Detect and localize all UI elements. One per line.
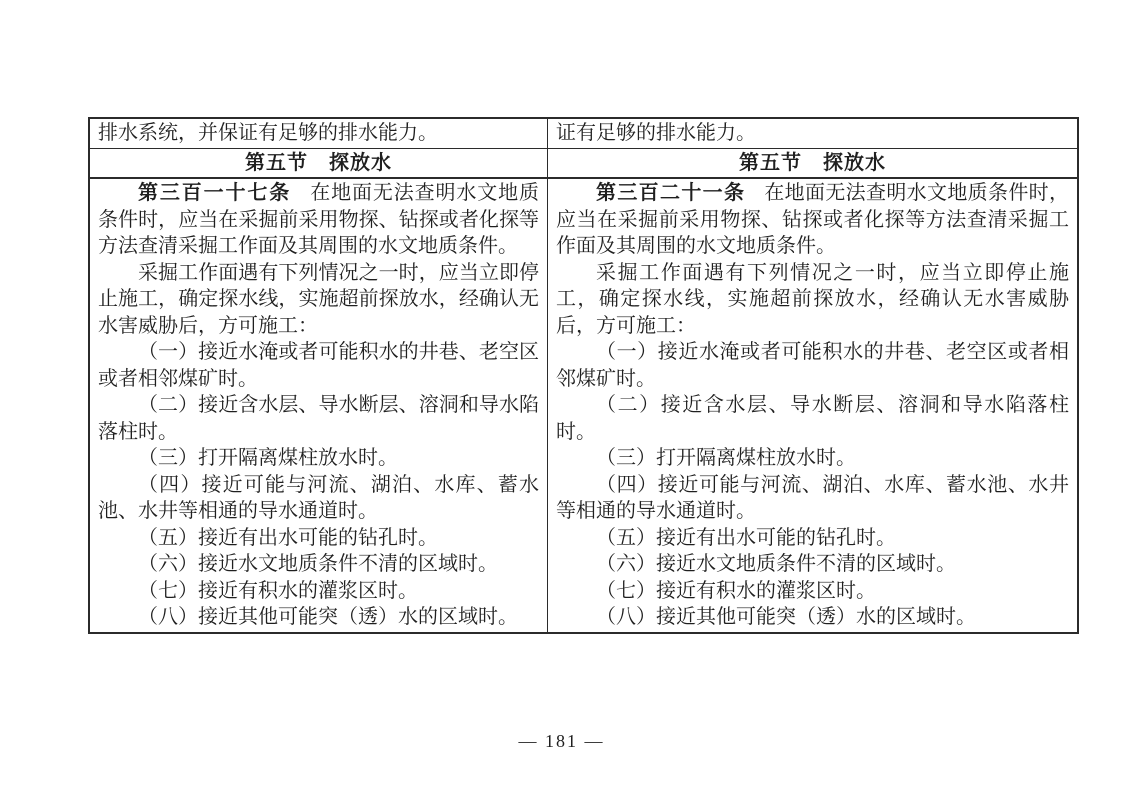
article-opening [98, 180, 539, 260]
article-paragraph: （八）接近其他可能突（透）水的区域时。 [596, 606, 976, 628]
article-paragraph: （一）接近水淹或者可能积水的井巷、老空区或者相邻煤矿时。 [98, 341, 539, 390]
article-paragraph: （四）接近可能与河流、湖泊、水库、蓄水池、水井等相通的导水通道时。 [556, 473, 1069, 522]
article-paragraph: （四）接近可能与河流、湖泊、水库、蓄水池、水井等相通的导水通道时。 [98, 473, 539, 522]
article-number: 第三百一十七条 [138, 182, 292, 204]
article-paragraph: （六）接近水文地质条件不清的区域时。 [138, 553, 498, 575]
article-paragraph: 采掘工作面遇有下列情况之一时，应当立即停止施工，确定探水线，实施超前探放水，经确认无水害威胁后，方可施工： [98, 261, 539, 337]
carryover-cell-right: 证有足够的排水能力。 [548, 118, 1079, 149]
article-paragraph: （七）接近有积水的灌浆区时。 [596, 579, 876, 602]
article-paragraph: 采掘工作面遇有下列情况之一时，应当立即停止施工，确定探水线，实施超前探放水，经确认无水害威胁后，方可施工： [556, 261, 1069, 337]
article-paragraph: （三）打开隔离煤柱放水时。 [138, 447, 398, 469]
article-row [89, 178, 1078, 633]
article-paragraph: （二）接近含水层、导水断层、溶洞和导水陷落柱时。 [556, 394, 1069, 443]
comparison-table [88, 117, 1079, 634]
section-header-right: 第五节 探放水 [548, 149, 1079, 179]
article-paragraph: （六）接近水文地质条件不清的区域时。 [596, 553, 956, 575]
article-intro: 在地面无法查明水文地质条件时，应当在采掘前采用物探、钻探或者化探等方法查清采掘工作面及其周围的水文地质条件。 [556, 182, 1070, 257]
carryover-row [89, 118, 1078, 149]
article-cell-left [89, 178, 548, 633]
article-number: 第三百二十一条 [596, 182, 746, 204]
carryover-cell-left: 排水系统，并保证有足够的排水能力。 [89, 118, 548, 149]
section-header-left: 第五节 探放水 [89, 149, 548, 179]
article-paragraph: （一）接近水淹或者可能积水的井巷、老空区或者相邻煤矿时。 [556, 341, 1069, 390]
article-paragraph: （二）接近含水层、导水断层、溶洞和导水陷落柱时。 [98, 394, 539, 443]
page-number: — 181 — [518, 731, 605, 751]
article-cell-right [548, 178, 1079, 633]
article-intro: 在地面无法查明水文地质条件时，应当在采掘前采用物探、钻探或者化探等方法查清采掘工作面及其周围的水文地质条件。 [98, 182, 540, 257]
article-opening [556, 180, 1069, 260]
article-paragraph: （三）打开隔离煤柱放水时。 [596, 447, 856, 469]
article-paragraph: （七）接近有积水的灌浆区时。 [138, 579, 418, 602]
article-paragraph: （五）接近有出水可能的钻孔时。 [138, 526, 438, 549]
article-paragraph: （五）接近有出水可能的钻孔时。 [596, 526, 896, 549]
section-header-row [89, 149, 1078, 179]
article-paragraph: （八）接近其他可能突（透）水的区域时。 [138, 606, 518, 628]
